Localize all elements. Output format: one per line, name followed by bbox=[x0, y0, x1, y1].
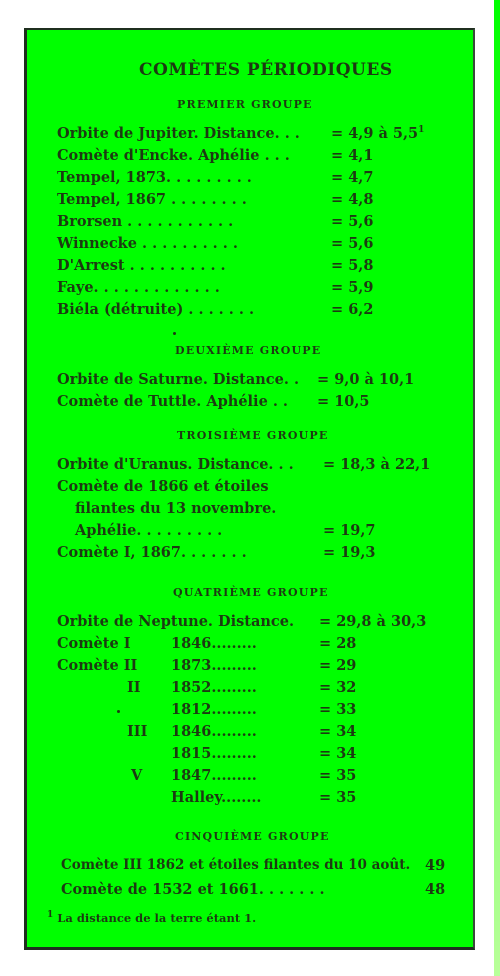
entry-value: = 34 bbox=[319, 723, 357, 740]
comet-table-frame bbox=[24, 28, 475, 950]
entry-label: Tempel, 1867 . . . . . . . . bbox=[57, 191, 247, 208]
entry-value: = 5,6 bbox=[331, 235, 374, 252]
page-title: COMÈTES PÉRIODIQUES bbox=[139, 60, 393, 80]
entry-value: = 5,6 bbox=[331, 213, 374, 230]
entry-label: Comète I, 1867. . . . . . . bbox=[57, 544, 247, 561]
entry-value: = 35 bbox=[319, 789, 357, 806]
footnote-text: La distance de la terre étant 1. bbox=[57, 910, 257, 925]
entry-value: = 28 bbox=[319, 635, 357, 652]
entry-value: = 33 bbox=[319, 701, 357, 718]
comet-year: 1846......... bbox=[171, 635, 257, 652]
entry-label: Winnecke . . . . . . . . . . bbox=[57, 235, 238, 252]
entry-value: = 19,7 bbox=[323, 522, 376, 539]
comet-year: 1846......... bbox=[171, 723, 257, 740]
group-heading: CINQUIÈME GROUPE bbox=[175, 830, 330, 843]
comet-name: III bbox=[127, 723, 148, 740]
entry-label: Comète de Tuttle. Aphélie . . bbox=[57, 393, 288, 410]
entry-label: Orbite d'Uranus. Distance. . . bbox=[57, 456, 294, 473]
comet-year: 1852......... bbox=[171, 679, 257, 696]
entry-value: 49 bbox=[425, 857, 446, 874]
entry-value: = 5,9 bbox=[331, 279, 374, 296]
entry-value: = 34 bbox=[319, 745, 357, 762]
entry-label: D'Arrest . . . . . . . . . . bbox=[57, 257, 226, 274]
comet-year: 1812......... bbox=[171, 701, 257, 718]
entry-value: = 29 bbox=[319, 657, 357, 674]
group-heading: DEUXIÈME GROUPE bbox=[175, 344, 322, 357]
comet-year: Halley........ bbox=[171, 789, 262, 806]
entry-value: = 29,8 à 30,3 bbox=[319, 613, 427, 630]
entry-value: = 9,0 à 10,1 bbox=[317, 371, 415, 388]
comet-name: V bbox=[131, 767, 143, 784]
entry-value: = 4,7 bbox=[331, 169, 374, 186]
entry-label: Aphélie. . . . . . . . . bbox=[75, 522, 223, 539]
entry-value: = 4,9 à $5,5^1$ bbox=[331, 125, 425, 142]
entry-label: Comète d'Encke. Aphélie . . . bbox=[57, 147, 290, 164]
comet-name: Comète II bbox=[57, 657, 138, 674]
entry-value: 48 bbox=[425, 881, 446, 898]
ink-speck bbox=[173, 332, 176, 335]
comet-year: 1873......... bbox=[171, 657, 257, 674]
entry-value: = 18,3 à 22,1 bbox=[323, 456, 431, 473]
entry-label: Faye. . . . . . . . . . . . . bbox=[57, 279, 220, 296]
comet-year: 1815......... bbox=[171, 745, 257, 762]
footnote-mark: 1 bbox=[47, 910, 54, 920]
entry-label: Comète de 1866 et étoiles bbox=[57, 478, 269, 495]
entry-value: = 10,5 bbox=[317, 393, 370, 410]
entry-label: Comète de 1532 et 1661. . . . . . . bbox=[61, 881, 325, 898]
footnote-marker: 1 bbox=[418, 125, 425, 136]
entry-label: Orbite de Saturne. Distance. . bbox=[57, 371, 299, 388]
entry-label: Biéla (détruite) . . . . . . . bbox=[57, 301, 255, 318]
entry-value: = 6,2 bbox=[331, 301, 374, 318]
entry-value: = 4,8 bbox=[331, 191, 374, 208]
entry-label: Orbite de Jupiter. Distance. . . bbox=[57, 125, 300, 142]
entry-value: = 5,8 bbox=[331, 257, 374, 274]
entry-label: Comète III 1862 et étoiles filantes du 10 août. bbox=[61, 857, 411, 873]
entry-label: Brorsen . . . . . . . . . . . bbox=[57, 213, 234, 230]
comet-name: II bbox=[127, 679, 141, 696]
ink-speck bbox=[117, 710, 120, 713]
footnote bbox=[47, 910, 256, 925]
group-heading: PREMIER GROUPE bbox=[177, 98, 313, 111]
entry-label: filantes du 13 novembre. bbox=[75, 500, 277, 517]
comet-year: 1847......... bbox=[171, 767, 257, 784]
entry-value: = 35 bbox=[319, 767, 357, 784]
entry-label: Orbite de Neptune. Distance. bbox=[57, 613, 295, 630]
entry-value: = 32 bbox=[319, 679, 357, 696]
group-heading: QUATRIÈME GROUPE bbox=[173, 586, 329, 599]
entry-label: Tempel, 1873. . . . . . . . . bbox=[57, 169, 252, 186]
group-heading: TROISIÈME GROUPE bbox=[177, 429, 329, 442]
page-edge-strip bbox=[494, 0, 500, 976]
entry-value: = 4,1 bbox=[331, 147, 374, 164]
entry-value: = 19,3 bbox=[323, 544, 376, 561]
comet-name: Comète I bbox=[57, 635, 131, 652]
